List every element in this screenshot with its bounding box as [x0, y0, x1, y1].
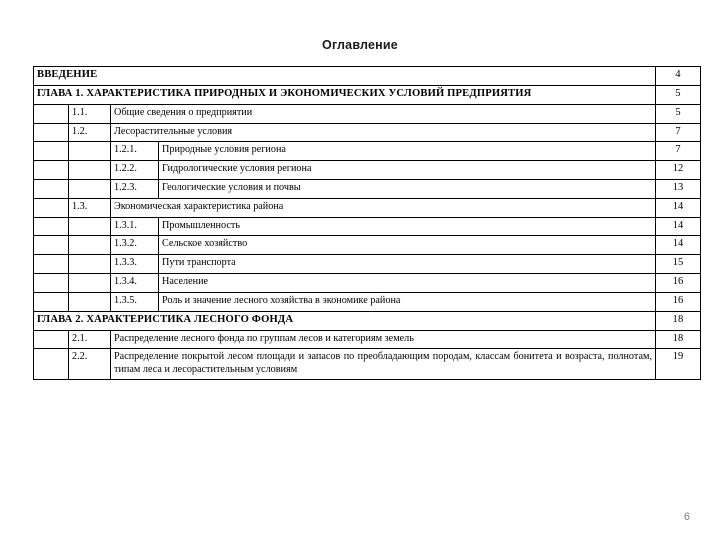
- toc-entry-page: 16: [656, 292, 701, 311]
- toc-indent-cell: [69, 161, 111, 180]
- toc-entry-number: 1.1.: [69, 104, 111, 123]
- table-row: [34, 142, 701, 161]
- toc-entry-label[interactable]: Природные условия региона: [159, 142, 656, 161]
- toc-entry-number: 1.2.3.: [111, 180, 159, 199]
- toc-entry-label[interactable]: Пути транспорта: [159, 255, 656, 274]
- toc-indent-cell: [34, 142, 69, 161]
- toc-indent-cell: [69, 236, 111, 255]
- toc-indent-cell: [34, 255, 69, 274]
- toc-indent-cell: [69, 180, 111, 199]
- toc-entry-label[interactable]: Население: [159, 274, 656, 293]
- toc-entry-label[interactable]: Распределение покрытой лесом площади и запасов по преобладающим породам, классам бонитета и возраста, полнотам, типам леса и лесорастительным условиям: [111, 349, 656, 380]
- toc-entry-label[interactable]: Геологические условия и почвы: [159, 180, 656, 199]
- table-row: [34, 292, 701, 311]
- toc-entry-page: 19: [656, 349, 701, 380]
- toc-entry-page: 14: [656, 217, 701, 236]
- toc-entry-number: 1.3.: [69, 198, 111, 217]
- toc-indent-cell: [69, 142, 111, 161]
- toc-indent-cell: [34, 236, 69, 255]
- toc-entry-page: 4: [656, 67, 701, 86]
- toc-indent-cell: [34, 217, 69, 236]
- toc-indent-cell: [34, 349, 69, 380]
- toc-entry-label[interactable]: Роль и значение лесного хозяйства в экономике района: [159, 292, 656, 311]
- toc-entry-page: 5: [656, 85, 701, 104]
- toc-entry-label[interactable]: Лесорастительные условия: [111, 123, 656, 142]
- footer-page-number: 6: [683, 511, 690, 523]
- table-row: [34, 123, 701, 142]
- toc-entry-page: 5: [656, 104, 701, 123]
- toc-indent-cell: [34, 123, 69, 142]
- table-row: [34, 274, 701, 293]
- table-row: [34, 311, 701, 330]
- table-row: [34, 198, 701, 217]
- toc-entry-number: 1.3.5.: [111, 292, 159, 311]
- toc-table: [33, 66, 701, 380]
- table-row: [34, 349, 701, 380]
- toc-indent-cell: [34, 161, 69, 180]
- toc-entry-page: 7: [656, 123, 701, 142]
- toc-entry-page: 14: [656, 198, 701, 217]
- table-of-contents: [33, 66, 700, 380]
- table-row: [34, 104, 701, 123]
- toc-entry-label[interactable]: Гидрологические условия региона: [159, 161, 656, 180]
- toc-entry-page: 16: [656, 274, 701, 293]
- toc-indent-cell: [34, 330, 69, 349]
- toc-entry-page: 13: [656, 180, 701, 199]
- toc-entry-label[interactable]: Распределение лесного фонда по группам лесов и категориям земель: [111, 330, 656, 349]
- toc-entry-number: 1.3.2.: [111, 236, 159, 255]
- toc-indent-cell: [34, 274, 69, 293]
- toc-entry-label[interactable]: ГЛАВА 1. ХАРАКТЕРИСТИКА ПРИРОДНЫХ И ЭКОНОМИЧЕСКИХ УСЛОВИЙ ПРЕДПРИЯТИЯ: [34, 85, 656, 104]
- toc-indent-cell: [69, 292, 111, 311]
- toc-entry-label[interactable]: ГЛАВА 2. ХАРАКТЕРИСТИКА ЛЕСНОГО ФОНДА: [34, 311, 656, 330]
- table-row: [34, 330, 701, 349]
- toc-entry-page: 7: [656, 142, 701, 161]
- toc-entry-page: 15: [656, 255, 701, 274]
- toc-entry-page: 18: [656, 311, 701, 330]
- toc-table-body: [34, 67, 701, 380]
- toc-indent-cell: [34, 198, 69, 217]
- toc-entry-number: 1.2.1.: [111, 142, 159, 161]
- toc-indent-cell: [34, 180, 69, 199]
- toc-entry-page: 14: [656, 236, 701, 255]
- toc-indent-cell: [34, 292, 69, 311]
- toc-entry-number: 1.3.4.: [111, 274, 159, 293]
- toc-entry-number: 2.1.: [69, 330, 111, 349]
- page-title: Оглавление: [322, 38, 398, 52]
- toc-entry-page: 12: [656, 161, 701, 180]
- toc-indent-cell: [69, 217, 111, 236]
- toc-entry-number: 2.2.: [69, 349, 111, 380]
- toc-entry-label[interactable]: Сельское хозяйство: [159, 236, 656, 255]
- toc-entry-number: 1.2.: [69, 123, 111, 142]
- toc-entry-label[interactable]: ВВЕДЕНИЕ: [34, 67, 656, 86]
- toc-entry-page: 18: [656, 330, 701, 349]
- toc-entry-label[interactable]: Промышленность: [159, 217, 656, 236]
- toc-entry-number: 1.3.1.: [111, 217, 159, 236]
- table-row: [34, 85, 701, 104]
- table-row: [34, 236, 701, 255]
- table-row: [34, 255, 701, 274]
- toc-indent-cell: [69, 274, 111, 293]
- table-row: [34, 217, 701, 236]
- table-row: [34, 161, 701, 180]
- toc-entry-number: 1.3.3.: [111, 255, 159, 274]
- toc-entry-label[interactable]: Экономическая характеристика района: [111, 198, 656, 217]
- table-row: [34, 180, 701, 199]
- toc-entry-label[interactable]: Общие сведения о предприятии: [111, 104, 656, 123]
- table-row: [34, 67, 701, 86]
- toc-indent-cell: [69, 255, 111, 274]
- toc-entry-number: 1.2.2.: [111, 161, 159, 180]
- toc-indent-cell: [34, 104, 69, 123]
